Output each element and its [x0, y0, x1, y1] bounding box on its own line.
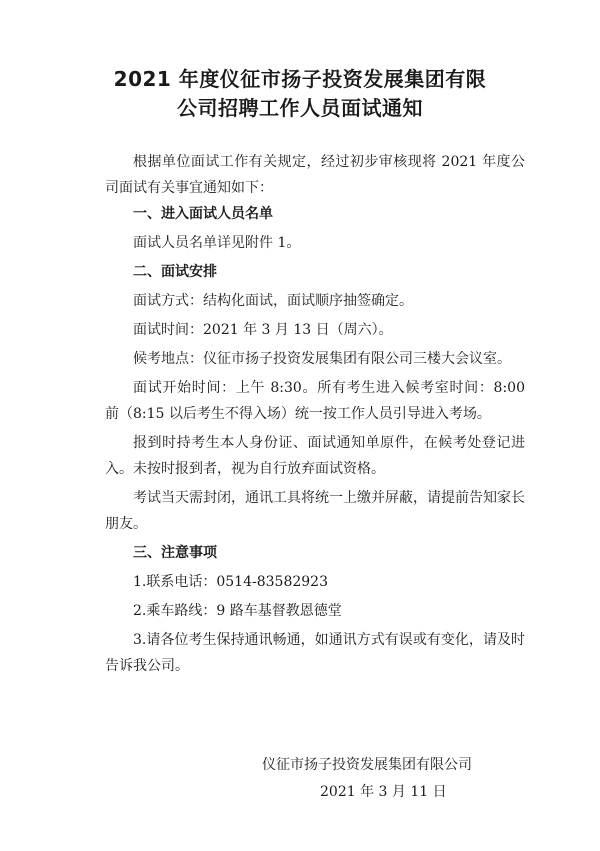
interview-method: 面试方式：结构化面试，面试顺序抽签确定。: [133, 293, 413, 309]
signature-date: 2021 年 3 月 11 日: [320, 784, 447, 800]
keep-contact-note: 3.请各位考生保持通讯畅通，如通讯方式有误或有变化，请及时告诉我公司。: [105, 632, 525, 674]
title-line-2: 公司招聘工作人员面试通知: [177, 96, 423, 120]
section1-heading: 一、进入面试人员名单: [133, 206, 273, 222]
waiting-location: 候考地点：仪征市扬子投资发展集团有限公司三楼大会议室。: [133, 351, 511, 367]
checkin-instructions: 报到时持考生本人身份证、面试通知单原件，在候考处登记进入。未按时报到者，视为自行放弃面试资格。: [105, 435, 525, 477]
section2-heading: 二、面试安排: [133, 264, 217, 280]
title-line-1: 2021 年度仪征市扬子投资发展集团有限: [113, 67, 487, 91]
section1-text: 面试人员名单详见附件 1。: [133, 235, 301, 251]
intro-paragraph: 根据单位面试工作有关规定，经过初步审核现将 2021 年度公司面试有关事宜通知如下：: [105, 154, 525, 196]
bus-route: 2.乘车路线：9 路车基督教恩德堂: [133, 603, 342, 619]
notice-body: [105, 149, 525, 679]
contact-phone: 1.联系电话：0514-83582923: [133, 574, 328, 590]
interview-start: 面试开始时间：上午 8:30。所有考生进入候考室时间：8:00 前（8:15 以后考生不得入场）统一按工作人员引导进入考场。: [105, 380, 525, 422]
signature-organization: 仪征市扬子投资发展集团有限公司: [262, 757, 472, 773]
interview-time: 面试时间：2021 年 3 月 13 日（周六）。: [133, 322, 393, 338]
closed-exam-notice: 考试当天需封闭，通讯工具将统一上缴并屏蔽，请提前告知家长朋友。: [105, 490, 525, 532]
section3-heading: 三、注意事项: [133, 545, 217, 561]
